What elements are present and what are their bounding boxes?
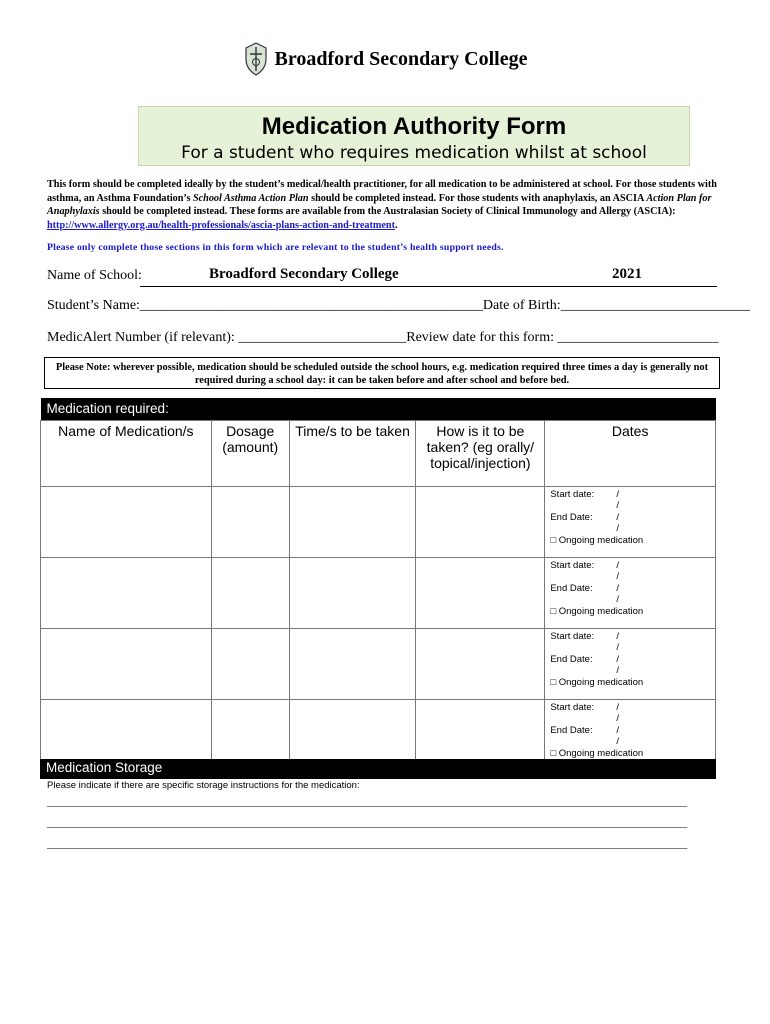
dates-cell (545, 557, 716, 628)
end-date-label[interactable]: End Date: / / (550, 653, 623, 676)
end-date-label[interactable]: End Date: / / (550, 582, 623, 605)
school-label: Name of School: (47, 268, 142, 283)
school-value[interactable]: Broadford Secondary College (209, 266, 399, 282)
form-title: Medication Authority Form (261, 113, 567, 140)
end-date-label[interactable]: End Date: / / (550, 511, 623, 534)
table-row (41, 628, 716, 699)
ongoing-checkbox[interactable]: □ Ongoing medication (550, 747, 644, 759)
form-subtitle: For a student who requires medication whilst at school (181, 143, 647, 163)
page-header (0, 42, 770, 76)
school-crest-icon (243, 42, 269, 76)
times-cell[interactable] (289, 628, 416, 699)
start-date-label[interactable]: Start date: / / (550, 701, 623, 724)
method-cell[interactable] (416, 557, 545, 628)
ongoing-checkbox[interactable]: □ Ongoing medication (550, 534, 644, 546)
college-name: Broadford Secondary College (274, 47, 528, 70)
col-dosage: Dosage (amount) (211, 420, 289, 486)
dates-cell (545, 628, 716, 699)
scheduling-note: Please Note: wherever possible, medication should be scheduled outside the school hours, e.g. medication required three times a day is generally not required during a school day: it can be taken before and after school and before bed. (44, 357, 720, 389)
medication-name-cell[interactable] (41, 628, 212, 699)
storage-line-1[interactable]: ______________________________________________________________________________________________________________________________________________ (47, 797, 687, 807)
times-cell[interactable] (289, 486, 416, 557)
storage-line-3[interactable]: ______________________________________________________________________________________________________________________________________________ (47, 839, 687, 849)
table-row (41, 557, 716, 628)
school-field-underline (140, 286, 717, 287)
intro-text-3: should be completed instead. These forms are available from the Australasian Society of Clinical Immunology and Allergy (ASCIA): (99, 206, 676, 217)
storage-instruction: Please indicate if there are specific storage instructions for the medication: (47, 780, 360, 791)
intro-paragraph (47, 178, 727, 232)
medication-name-cell[interactable] (41, 486, 212, 557)
start-date-label[interactable]: Start date: / / (550, 559, 623, 582)
storage-section-bar: Medication Storage (40, 759, 716, 779)
medication-name-cell[interactable] (41, 557, 212, 628)
medication-table (40, 398, 716, 771)
ongoing-checkbox[interactable]: □ Ongoing medication (550, 605, 644, 617)
student-dob-field[interactable]: Student’s Name:_________________________________________________Date of Birth:___________________________ (47, 298, 750, 313)
end-date-label[interactable]: End Date: / / (550, 724, 623, 747)
method-cell[interactable] (416, 628, 545, 699)
times-cell[interactable] (289, 557, 416, 628)
dosage-cell[interactable] (211, 628, 289, 699)
relevance-note: Please only complete those sections in this form which are relevant to the student’s health support needs. (47, 242, 504, 253)
medication-section-bar: Medication required: (41, 398, 716, 420)
asthma-plan-name: School Asthma Action Plan (192, 192, 309, 204)
intro-text-2: should be completed instead. For those students with anaphylaxis, an ASCIA (308, 192, 647, 204)
ongoing-checkbox[interactable]: □ Ongoing medication (550, 676, 644, 688)
anaphylaxis-plan-name: Action Plan for Anaphylaxis (47, 192, 712, 217)
intro-text-1: This form should be completed ideally by the student’s medical/health practitioner, for all medication to be administered at school. For those students with asthma, an Asthma Foundation’s (47, 179, 717, 204)
start-date-label[interactable]: Start date: / / (550, 488, 623, 511)
start-date-label[interactable]: Start date: / / (550, 630, 623, 653)
col-method: How is it to be taken? (eg orally/ topical/injection) (416, 420, 545, 486)
intro-text-4: . (394, 219, 398, 231)
year-value[interactable]: 2021 (612, 266, 642, 282)
title-box (138, 106, 690, 166)
col-times: Time/s to be taken (289, 420, 416, 486)
medicalert-review-field[interactable]: MedicAlert Number (if relevant): ________________________Review date for this form: _______________________ (47, 330, 719, 345)
dates-cell (545, 486, 716, 557)
dosage-cell[interactable] (211, 486, 289, 557)
storage-line-2[interactable]: ______________________________________________________________________________________________________________________________________________ (47, 818, 687, 828)
dosage-cell[interactable] (211, 557, 289, 628)
method-cell[interactable] (416, 486, 545, 557)
ascia-link[interactable]: http://www.allergy.org.au/health-professionals/ascia-plans-action-and-treatment (47, 219, 395, 231)
col-dates: Dates (545, 420, 716, 486)
table-row (41, 486, 716, 557)
col-medication-name: Name of Medication/s (41, 420, 212, 486)
